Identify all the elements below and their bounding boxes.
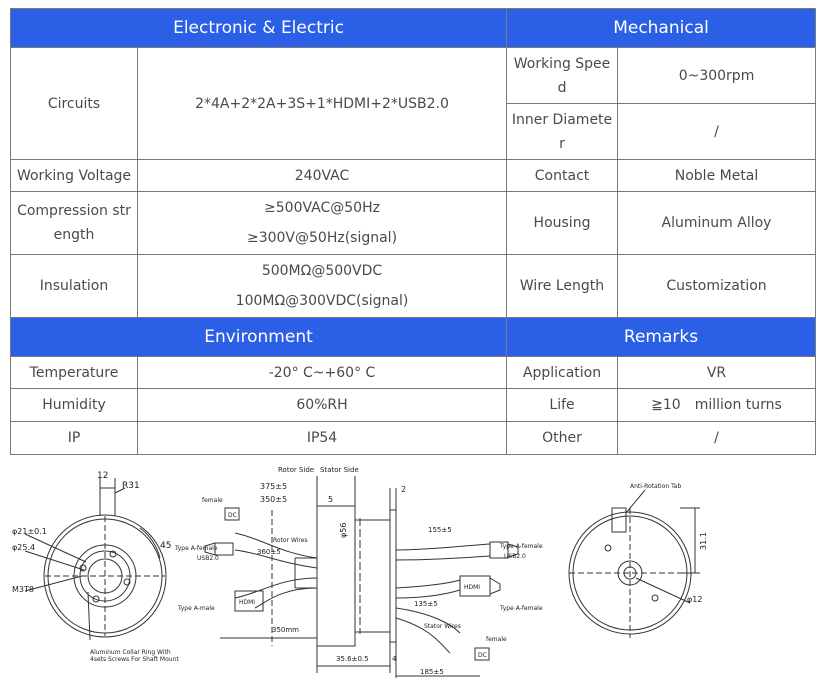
rotor-side-label: Rotor Side	[278, 466, 315, 474]
front-dim-45: 45	[160, 541, 172, 551]
anti-rotation-label: Anti-Rotation Tab	[630, 483, 682, 490]
insulation-value-1: 500MΩ@500VDC	[261, 263, 383, 279]
type-a-male-label: Type A-male	[178, 605, 215, 612]
back-dim-31-1: 31.1	[699, 532, 708, 550]
spec-table	[10, 8, 816, 455]
life-value: ≧10 million turns	[618, 389, 816, 422]
rotor-wires-label: Rotor Wires	[273, 537, 308, 544]
ip-label: IP	[11, 422, 138, 455]
header-electronic: Electronic & Electric	[11, 9, 507, 48]
female-label-2: female	[486, 636, 507, 643]
side-dim-350: 350±5	[260, 495, 288, 504]
stator-wires-label: Stator Wires	[424, 623, 461, 630]
circuits-label: Circuits	[11, 48, 138, 160]
collar-note-2: 4sets Screws For Shaft Mount	[90, 656, 179, 663]
type-a-female-right: Type A-female	[500, 543, 543, 550]
dc-label-1: DC	[228, 512, 237, 519]
insulation-label: Insulation	[11, 255, 138, 318]
humidity-label: Humidity	[11, 389, 138, 422]
working-speed-value: 0~300rpm	[618, 48, 816, 104]
front-dim-d21: φ21±0.1	[12, 527, 47, 536]
type-a-female-left: Type A-female	[175, 545, 218, 552]
temperature-label: Temperature	[11, 357, 138, 389]
humidity-value: 60%RH	[138, 389, 507, 422]
front-dim-m3: M3T8	[12, 585, 34, 594]
hdmi-left: HDMI	[239, 599, 256, 606]
compression-value-2: ≥300V@50Hz(signal)	[246, 230, 398, 246]
side-dim-350mm: 350mm	[272, 626, 299, 634]
side-dim-360: 360±5	[257, 548, 281, 556]
header-remarks: Remarks	[507, 318, 816, 357]
usb-left: USB2.0	[197, 555, 219, 562]
side-dim-155: 155±5	[428, 526, 452, 534]
housing-label: Housing	[507, 192, 618, 255]
application-label: Application	[507, 357, 618, 389]
dc-label-2: DC	[478, 652, 487, 659]
inner-diameter-value: /	[618, 104, 816, 160]
working-speed-label: Working Speed	[507, 48, 618, 104]
side-dim-135: 135±5	[414, 600, 438, 608]
type-a-female-right-2: Type A-female	[500, 605, 543, 612]
ip-value: IP54	[138, 422, 507, 455]
contact-value: Noble Metal	[618, 160, 816, 192]
front-dim-12: 12	[97, 471, 109, 481]
technical-drawing	[10, 458, 815, 688]
insulation-value-2: 100MΩ@300VDC(signal)	[235, 293, 409, 309]
other-label: Other	[507, 422, 618, 455]
side-dim-375: 375±5	[260, 482, 288, 491]
other-value: /	[618, 422, 816, 455]
compression-label: Compression strength	[11, 192, 138, 255]
side-view	[205, 476, 518, 678]
stator-side-label: Stator Side	[320, 466, 359, 474]
front-view	[25, 478, 166, 640]
application-value: VR	[618, 357, 816, 389]
back-dim-d12: φ12	[687, 595, 703, 604]
side-dim-5: 5	[328, 495, 334, 504]
back-view	[569, 490, 703, 638]
wire-length-label: Wire Length	[507, 255, 618, 318]
circuits-value: 2*4A+2*2A+3S+1*HDMI+2*USB2.0	[138, 48, 507, 160]
contact-label: Contact	[507, 160, 618, 192]
collar-note-1: Aluminum Collar Ring With	[90, 649, 171, 656]
front-dim-d25: φ25.4	[12, 543, 36, 552]
wire-length-value: Customization	[618, 255, 816, 318]
header-mechanical: Mechanical	[507, 9, 816, 48]
insulation-value	[138, 255, 507, 318]
side-dim-2: 2	[401, 485, 407, 494]
working-voltage-label: Working Voltage	[11, 160, 138, 192]
housing-value: Aluminum Alloy	[618, 192, 816, 255]
side-dim-35-6: 35.6±0.5	[336, 655, 369, 663]
front-dim-r31: R31	[122, 481, 140, 491]
side-dim-185: 185±5	[420, 668, 444, 676]
header-environment: Environment	[11, 318, 507, 357]
side-dim-d56: φ56	[339, 522, 348, 538]
temperature-value: -20° C~+60° C	[138, 357, 507, 389]
inner-diameter-label: Inner Diameter	[507, 104, 618, 160]
compression-value	[138, 192, 507, 255]
side-dim-4: 4	[392, 655, 397, 663]
working-voltage-value: 240VAC	[138, 160, 507, 192]
female-label-1: female	[202, 497, 223, 504]
usb-right: USB2.0	[504, 553, 526, 560]
hdmi-right: HDMI	[464, 584, 481, 591]
compression-value-1: ≥500VAC@50Hz	[264, 200, 380, 216]
life-label: Life	[507, 389, 618, 422]
